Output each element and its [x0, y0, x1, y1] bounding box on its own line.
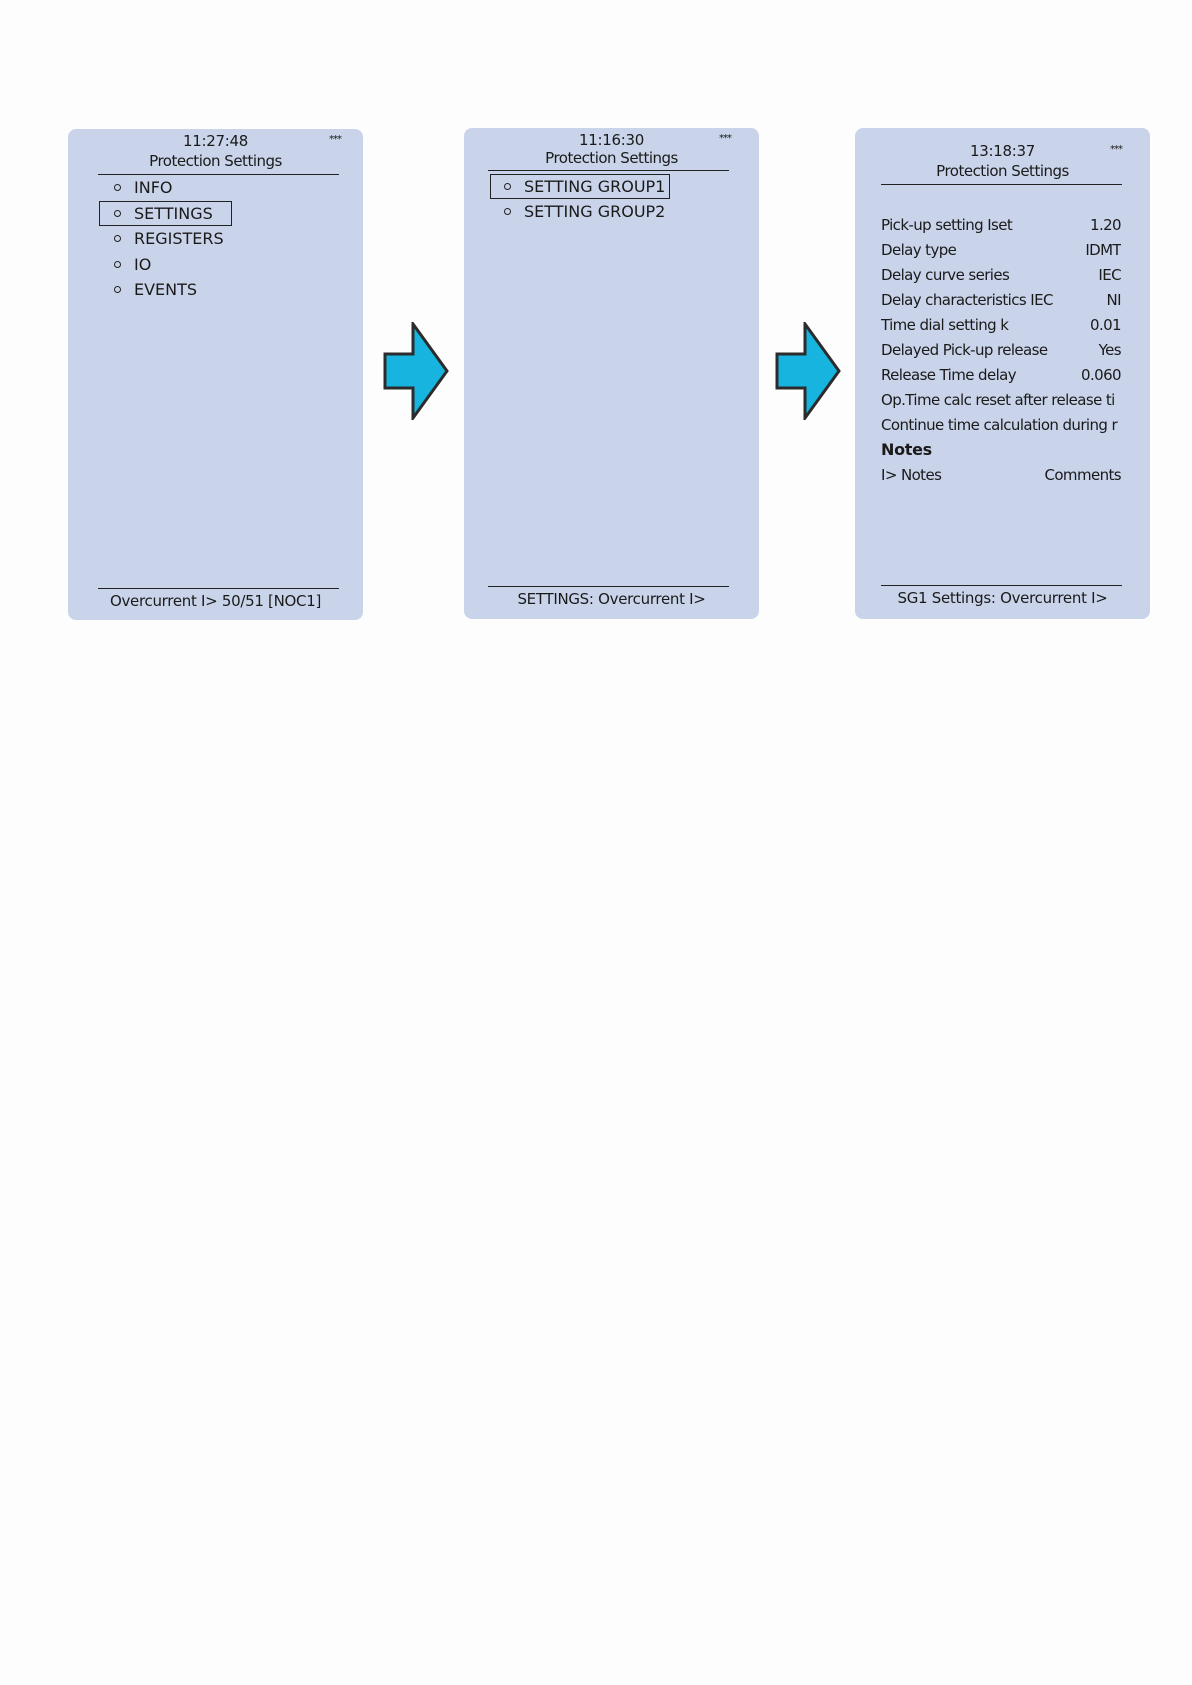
setting-row-notes[interactable]	[881, 466, 1121, 488]
menu-item-label: SETTINGS	[134, 203, 213, 223]
setting-label: Delay characteristics IEC	[881, 291, 1053, 309]
right-arrow-icon	[775, 322, 841, 420]
screen-title: Protection Settings	[545, 149, 678, 167]
menu-item-events[interactable]	[114, 278, 197, 300]
hmi-screen-setting-group-detail	[855, 128, 1150, 619]
footer-divider	[488, 586, 729, 587]
setting-row-time-dial[interactable]	[881, 316, 1121, 338]
setting-label: Op.Time calc reset after release ti	[881, 391, 1115, 409]
setting-label: Release Time delay	[881, 366, 1017, 384]
setting-label: I> Notes	[881, 466, 942, 484]
setting-value: IDMT	[1081, 241, 1121, 259]
bullet-icon	[114, 261, 121, 268]
setting-value: Comments	[1040, 466, 1121, 484]
bullet-icon	[114, 286, 121, 293]
setting-row-delay-type[interactable]	[881, 241, 1121, 263]
setting-value: 0.01	[1086, 316, 1121, 334]
right-arrow-icon	[383, 322, 449, 420]
setting-row-delay-curve-series[interactable]	[881, 266, 1121, 288]
menu-item-settings[interactable]	[114, 202, 213, 224]
screen-footer: SETTINGS: Overcurrent I>	[517, 590, 706, 608]
setting-value: 0.060	[1077, 366, 1121, 384]
setting-label: Time dial setting k	[881, 316, 1009, 334]
menu-item-setting-group2[interactable]	[504, 200, 665, 222]
header-divider	[98, 174, 339, 175]
menu-item-info[interactable]	[114, 176, 172, 198]
menu-item-label: SETTING GROUP1	[524, 176, 666, 196]
setting-row-optime-calc-reset[interactable]	[881, 391, 1121, 413]
status-stars: ***	[1110, 144, 1122, 155]
setting-label: Delay type	[881, 241, 957, 259]
setting-row-delayed-pickup-release[interactable]	[881, 341, 1121, 363]
bullet-icon	[504, 183, 511, 190]
menu-item-label: IO	[134, 254, 152, 274]
status-stars: ***	[329, 134, 341, 145]
screen-title: Protection Settings	[936, 162, 1069, 180]
footer-divider	[881, 585, 1122, 586]
header-divider	[881, 184, 1122, 185]
setting-value: Yes	[1095, 341, 1121, 359]
setting-row-delay-characteristics[interactable]	[881, 291, 1121, 313]
clock: 11:27:48	[183, 132, 248, 150]
menu-item-setting-group1[interactable]	[504, 175, 665, 197]
menu-item-label: EVENTS	[134, 279, 198, 299]
setting-row-release-time-delay[interactable]	[881, 366, 1121, 388]
menu-item-label: INFO	[134, 177, 173, 197]
section-heading-notes: Notes	[881, 440, 932, 459]
bullet-icon	[114, 210, 121, 217]
status-stars: ***	[719, 133, 731, 144]
hmi-screen-settings	[464, 128, 759, 619]
screen-footer: SG1 Settings: Overcurrent I>	[897, 589, 1108, 607]
setting-label: Pick-up setting Iset	[881, 216, 1013, 234]
setting-row-continue-time-calc[interactable]	[881, 416, 1121, 438]
header-divider	[488, 170, 729, 171]
bullet-icon	[114, 184, 121, 191]
menu-item-label: SETTING GROUP2	[524, 201, 666, 221]
screen-footer: Overcurrent I> 50/51 [NOC1]	[109, 592, 322, 610]
menu-item-label: REGISTERS	[134, 228, 224, 248]
clock: 11:16:30	[579, 131, 644, 149]
bullet-icon	[504, 208, 511, 215]
setting-value: IEC	[1094, 266, 1121, 284]
setting-value: 1.20	[1086, 216, 1121, 234]
setting-label: Delay curve series	[881, 266, 1010, 284]
clock: 13:18:37	[970, 142, 1035, 160]
setting-value: NI	[1103, 291, 1121, 309]
setting-row-pickup[interactable]	[881, 216, 1121, 238]
setting-label: Delayed Pick-up release	[881, 341, 1048, 359]
hmi-screen-main-menu	[68, 129, 363, 620]
menu-item-io[interactable]	[114, 253, 151, 275]
footer-divider	[98, 588, 339, 589]
screen-title: Protection Settings	[149, 152, 282, 170]
bullet-icon	[114, 235, 121, 242]
setting-label: Continue time calculation during r	[881, 416, 1118, 434]
menu-item-registers[interactable]	[114, 227, 224, 249]
